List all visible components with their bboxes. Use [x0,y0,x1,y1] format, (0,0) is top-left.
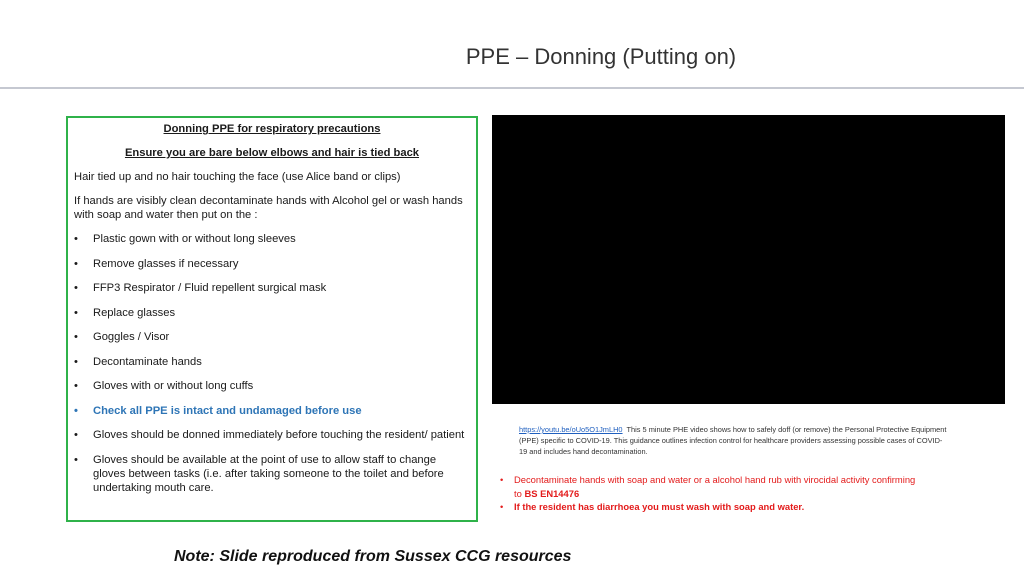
bullet-icon: • [74,429,78,441]
bullet-icon: • [74,453,78,466]
donning-steps-list [74,232,470,495]
list-item [74,306,470,320]
video-player[interactable] [492,115,1005,404]
bullet-icon: • [74,282,78,294]
footer-note: Note: Slide reproduced from Sussex CCG resources [174,548,572,565]
video-description: This 5 minute PHE video shows how to safely doff (or remove) the Personal Protective Equipment (PPE) specific to COVID-19. This guidance outlines infection control for healthcare providers assessing possible cases of COVID-19 and includes hand decontamination. [519,425,947,456]
list-item [74,330,470,344]
step-text: FFP3 Respirator / Fluid repellent surgical mask [93,282,327,294]
list-item [74,232,470,246]
list-item [498,473,918,500]
title-divider [0,87,1024,89]
step-text: Check all PPE is intact and undamaged before use [93,404,362,417]
bullet-icon: • [74,380,78,392]
slide-title: PPE – Donning (Putting on) [465,44,737,69]
note-text: Decontaminate hands with soap and water or a alcohol hand rub with virocidal activity confirming to [514,474,916,499]
step-text: Remove glasses if necessary [93,257,239,270]
donning-steps-panel [66,116,478,522]
list-item-highlight [74,404,470,418]
bullet-icon: • [500,474,504,485]
hand-decontamination-instruction: If hands are visibly clean decontaminate hands with Alcohol gel or wash hands with soap and water then put on the : [74,195,463,221]
panel-subheading: Ensure you are bare below elbows and hair is tied back [124,147,420,159]
note-standard: BS EN14476 [524,487,580,499]
bullet-icon: • [74,257,78,270]
list-item [74,281,470,295]
step-text: Replace glasses [93,306,176,319]
step-text: Plastic gown with or without long sleeves [93,233,296,245]
bullet-icon: • [74,233,78,245]
step-text: Gloves with or without long cuffs [93,380,254,392]
list-item [74,379,470,393]
step-text: Gloves should be available at the point of use to allow staff to change gloves between tasks (i.e. after taking someone to the toilet and before undertaking mouth care. [93,453,444,494]
list-item [498,500,918,514]
video-link[interactable]: https://youtu.be/oUo5O1JmLH0 [519,425,623,434]
list-item [74,257,470,271]
list-item [74,453,470,495]
bullet-icon: • [74,331,78,343]
bullet-icon: • [74,404,78,417]
note-text: If the resident has diarrhoea you must wash with soap and water. [514,501,805,512]
hand-hygiene-notes [498,473,918,514]
panel-heading: Donning PPE for respiratory precautions [163,123,381,135]
bullet-icon: • [500,501,504,512]
hair-instruction: Hair tied up and no hair touching the face (use Alice band or clips) [74,171,401,183]
step-text: Decontaminate hands [93,355,202,368]
step-text: Gloves should be donned immediately before touching the resident/ patient [93,429,465,441]
bullet-icon: • [74,355,78,368]
bullet-icon: • [74,306,78,319]
step-text: Goggles / Visor [93,331,170,343]
list-item [74,428,470,442]
list-item [74,355,470,369]
video-caption [519,424,949,457]
